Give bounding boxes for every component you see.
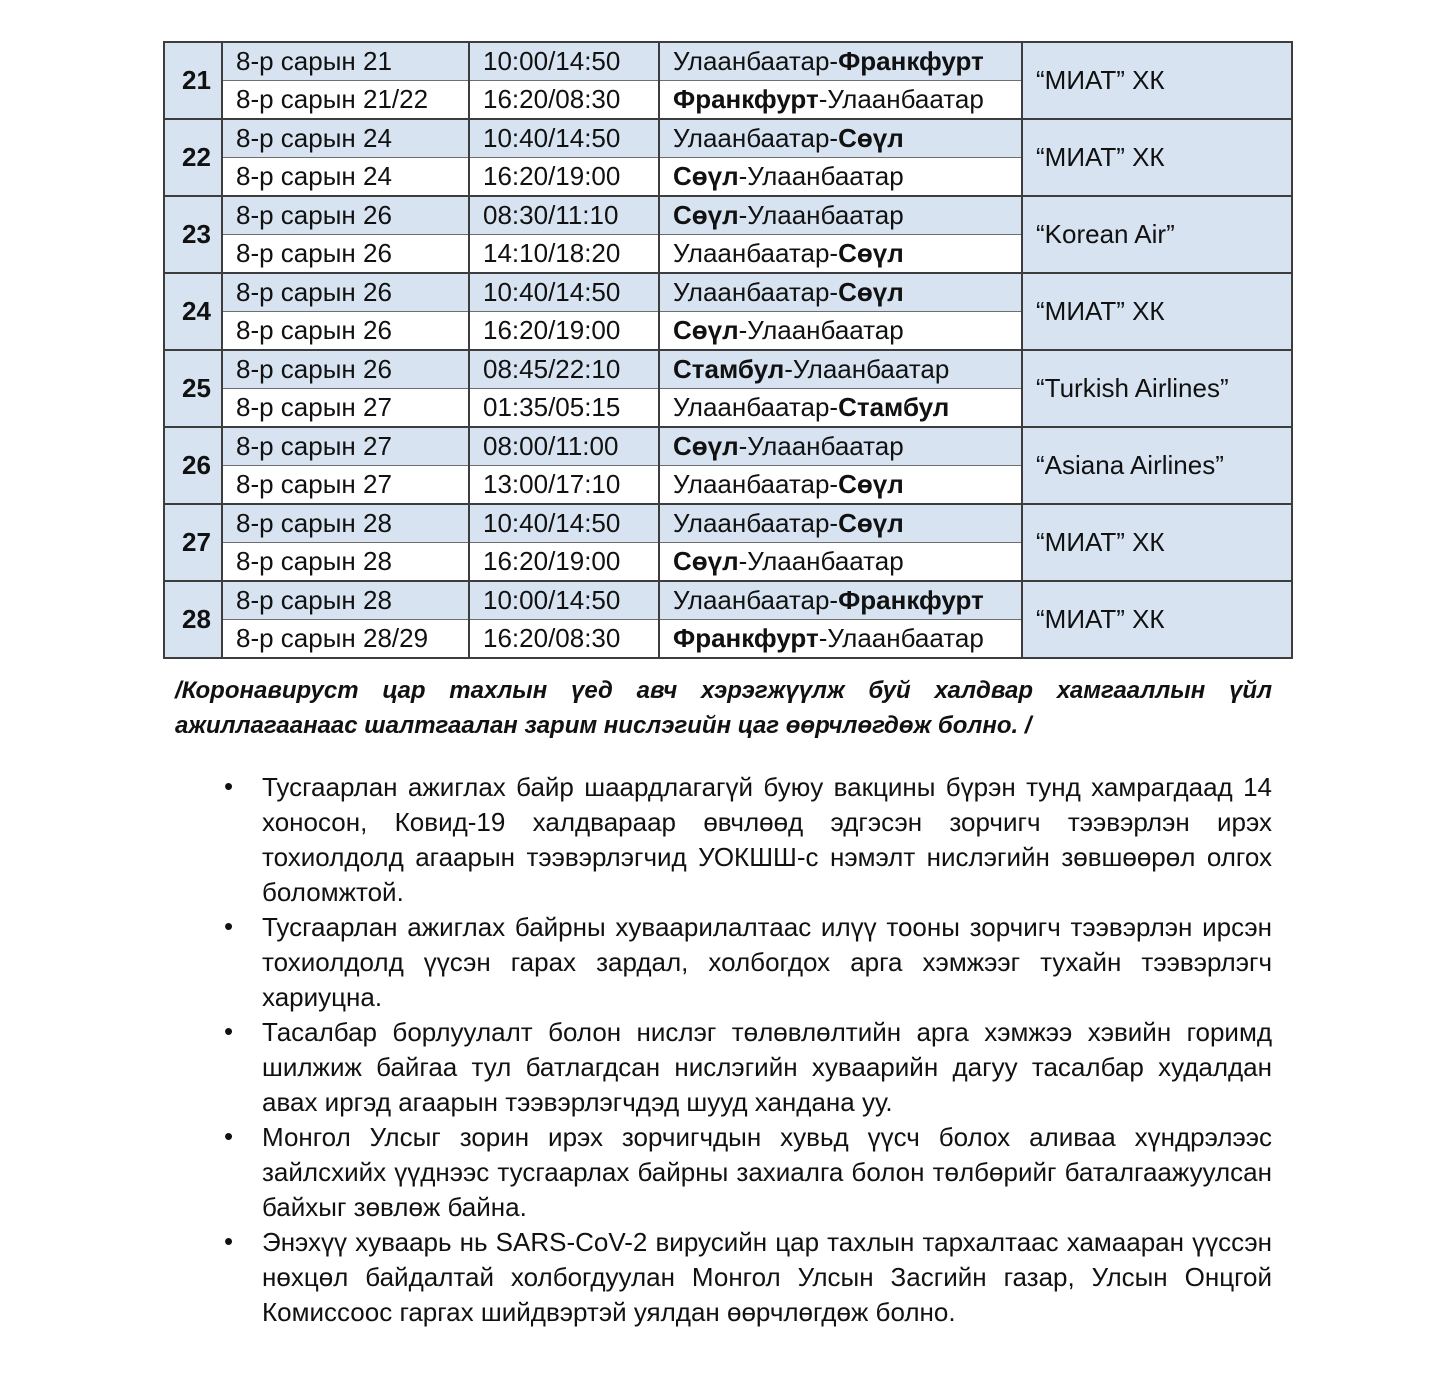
flight-date-cell: 8-р сарын 26 [222,196,469,235]
flight-row [164,196,1292,235]
bullet-item: • Тусгаарлан ажиглах байр шаардлагагүй буюу вакцины бүрэн тунд хамрагдаад 14 хоносон, Ковид-19 халдвараар өвчлөөд эдгэсэн зорчигч тээвэрлэн ирэх тохиолдолд агаарын тээвэрлэгчид УОКШШ-с нэмэлт нислэгийн зөвшөөрөл олгох боломжтой. [218,770,1272,910]
flight-date-cell: 8-р сарын 28 [222,504,469,543]
day-number-cell: 22 [164,119,222,196]
airline-cell: “МИАТ” ХК [1022,42,1292,119]
flight-time-cell: 16:20/08:30 [469,81,659,120]
route-city: Улаанбаатар- [673,238,839,269]
day-number-cell: 26 [164,427,222,504]
flight-time-cell: 01:35/05:15 [469,389,659,428]
route-city: -Улаанбаатар [818,623,984,654]
airline-cell: “Asiana Airlines” [1022,427,1292,504]
airline-cell: “МИАТ” ХК [1022,581,1292,658]
flight-date-cell: 8-р сарын 28/29 [222,620,469,659]
flight-date-cell: 8-р сарын 24 [222,119,469,158]
route-city-bold: Сөүл [838,123,904,154]
airline-cell: “Korean Air” [1022,196,1292,273]
route-city-bold: Сөүл [673,161,739,192]
route-city: -Улаанбаатар [738,431,904,462]
flight-time-cell: 10:40/14:50 [469,119,659,158]
flight-route-cell [659,312,1022,351]
flight-time-cell: 16:20/19:00 [469,543,659,582]
flight-time-cell: 08:45/22:10 [469,350,659,389]
flight-time-cell: 10:40/14:50 [469,504,659,543]
route-city-bold: Сөүл [673,546,739,577]
day-number-cell: 28 [164,581,222,658]
flight-time-cell: 16:20/08:30 [469,620,659,659]
flight-route-cell [659,350,1022,389]
route-city-bold: Франкфурт [838,585,984,616]
day-number-cell: 27 [164,504,222,581]
route-city: -Улаанбаатар [738,315,904,346]
flight-row [164,504,1292,543]
day-number-cell: 21 [164,42,222,119]
airline-cell: “Turkish Airlines” [1022,350,1292,427]
flight-row [164,350,1292,389]
flight-schedule-table [163,41,1293,659]
covid-schedule-note: /Коронавируст цар тахлын үед авч хэрэгжүүлж буй халдвар хамгааллын үйл ажиллагаанаас шалтгаалан зарим нислэгийн цаг өөрчлөгдөж болно. / [175,677,1272,739]
route-city-bold: Сөүл [673,315,739,346]
flight-schedule-body [164,42,1292,658]
flight-route-cell [659,427,1022,466]
flight-date-cell: 8-р сарын 28 [222,581,469,620]
route-city: Улаанбаатар- [673,123,839,154]
flight-route-cell [659,581,1022,620]
day-number-cell: 23 [164,196,222,273]
flight-row [164,581,1292,620]
flight-date-cell: 8-р сарын 27 [222,427,469,466]
route-city-bold: Сөүл [673,431,739,462]
flight-route-cell [659,119,1022,158]
flight-date-cell: 8-р сарын 21 [222,42,469,81]
route-city: Улаанбаатар- [673,46,839,77]
route-city: Улаанбаатар- [673,392,839,423]
bullet-item: • Монгол Улсыг зорин ирэх зорчигчдын хувьд үүсч болох аливаа хүндрэлээс зайлсхийх үүднээс тусгаарлах байрны захиалга болон төлбөрийг баталгаажуулсан байхыг зөвлөж байна. [218,1120,1272,1225]
flight-route-cell [659,389,1022,428]
information-bullet-list [218,770,1272,1330]
flight-route-cell [659,81,1022,120]
airline-cell: “МИАТ” ХК [1022,119,1292,196]
route-city: -Улаанбаатар [738,161,904,192]
route-city: -Улаанбаатар [738,200,904,231]
flight-time-cell: 16:20/19:00 [469,312,659,351]
flight-date-cell: 8-р сарын 27 [222,466,469,505]
flight-time-cell: 10:00/14:50 [469,42,659,81]
flight-time-cell: 13:00/17:10 [469,466,659,505]
flight-date-cell: 8-р сарын 21/22 [222,81,469,120]
flight-time-cell: 08:00/11:00 [469,427,659,466]
flight-route-cell [659,42,1022,81]
flight-date-cell: 8-р сарын 26 [222,273,469,312]
flight-time-cell: 14:10/18:20 [469,235,659,274]
day-number-cell: 24 [164,273,222,350]
route-city-bold: Сөүл [838,469,904,500]
flight-date-cell: 8-р сарын 26 [222,350,469,389]
flight-route-cell [659,504,1022,543]
flight-date-cell: 8-р сарын 28 [222,543,469,582]
route-city-bold: Стамбул [673,354,785,385]
flight-time-cell: 10:40/14:50 [469,273,659,312]
bullet-item: • Тасалбар борлуулалт болон нислэг төлөвлөлтийн арга хэмжээ хэвийн горимд шилжиж байгаа тул батлагдсан нислэгийн хуваарийн дагуу тасалбар худалдан авах иргэд агаарын тээвэрлэгчдэд шууд хандана уу. [218,1015,1272,1120]
flight-date-cell: 8-р сарын 26 [222,312,469,351]
flight-route-cell [659,196,1022,235]
flight-row [164,119,1292,158]
day-number-cell: 25 [164,350,222,427]
flight-route-cell [659,158,1022,197]
bullet-item: • Тусгаарлан ажиглах байрны хуваарилалтаас илүү тооны зорчигч тээвэрлэн ирсэн тохиолдолд үүсэн гарах зардал, холбогдох арга хэмжээг тухайн тээвэрлэгч хариуцна. [218,910,1272,1015]
flight-route-cell [659,543,1022,582]
route-city: -Улаанбаатар [784,354,950,385]
route-city-bold: Сөүл [838,238,904,269]
route-city: Улаанбаатар- [673,585,839,616]
flight-time-cell: 08:30/11:10 [469,196,659,235]
flight-date-cell: 8-р сарын 26 [222,235,469,274]
flight-time-cell: 16:20/19:00 [469,158,659,197]
flight-date-cell: 8-р сарын 24 [222,158,469,197]
flight-row [164,273,1292,312]
route-city-bold: Сөүл [673,200,739,231]
flight-row [164,427,1292,466]
route-city-bold: Франкфурт [673,84,819,115]
route-city-bold: Стамбул [838,392,950,423]
airline-cell: “МИАТ” ХК [1022,273,1292,350]
flight-route-cell [659,466,1022,505]
flight-time-cell: 10:00/14:50 [469,581,659,620]
route-city: Улаанбаатар- [673,469,839,500]
route-city: -Улаанбаатар [818,84,984,115]
flight-route-cell [659,273,1022,312]
airline-cell: “МИАТ” ХК [1022,504,1292,581]
route-city: -Улаанбаатар [738,546,904,577]
flight-row [164,42,1292,81]
route-city-bold: Сөүл [838,508,904,539]
route-city-bold: Франкфурт [838,46,984,77]
flight-route-cell [659,620,1022,659]
route-city-bold: Сөүл [838,277,904,308]
flight-date-cell: 8-р сарын 27 [222,389,469,428]
flight-route-cell [659,235,1022,274]
route-city: Улаанбаатар- [673,508,839,539]
bullet-item: • Энэхүү хуваарь нь SARS-CoV-2 вирусийн цар тахлын тархалтаас хамааран үүссэн нөхцөл байдалтай холбогдуулан Монгол Улсын Засгийн газар, Улсын Онцгой Комиссоос гаргах шийдвэртэй уялдан өөрчлөгдөж болно. [218,1225,1272,1330]
route-city-bold: Франкфурт [673,623,819,654]
route-city: Улаанбаатар- [673,277,839,308]
